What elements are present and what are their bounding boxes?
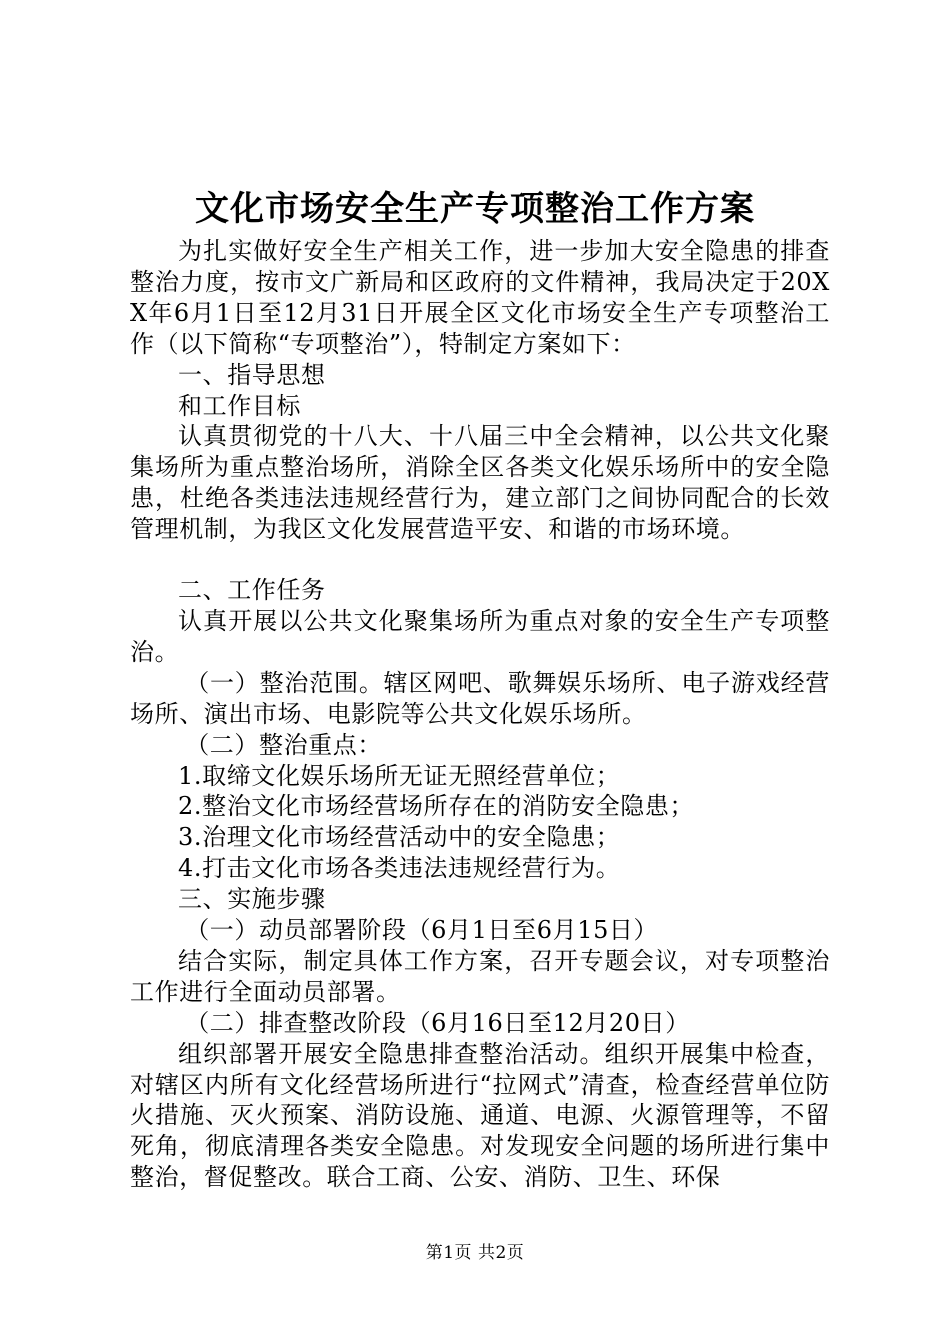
document-title: 文化市场安全生产专项整治工作方案 xyxy=(195,189,755,229)
section-heading-implementation-steps: 三、实施步骤 xyxy=(178,885,326,914)
focus-heading: （二）整治重点： xyxy=(185,730,382,759)
inspection-paragraph: 组织部署开展安全隐患排查整治活动。组织开展集中检查，对辖区内所有文化经营场所进行“拉网式”清查，检查经营单位防火措施、灭火预案、消防设施、通道、电源、火源管理等，不留死角，彻底清理各类安全隐患。对发现安全问题的场所进行集中整治，督促整改。联合工商、公安、消防、卫生、环保 xyxy=(130,1039,830,1192)
intro-paragraph: 为扎实做好安全生产相关工作，进一步加大安全隐患的排查整治力度，按市文广新局和区政府的文件精神，我局决定于20XX年6月1日至12月31日开展全区文化市场安全生产专项整治工作（以下简称“专项整治”），特制定方案如下： xyxy=(130,237,830,358)
focus-item: 4.打击文化市场各类违法违规经营行为。 xyxy=(178,854,621,883)
focus-item: 2.整治文化市场经营场所存在的消防安全隐患； xyxy=(178,792,695,821)
page-footer: 第1页 共2页 xyxy=(425,1243,525,1263)
phase-heading-mobilization: （一）动员部署阶段（6月1日至6月15日） xyxy=(185,916,659,945)
scope-paragraph: （一）整治范围。辖区网吧、歌舞娱乐场所、电子游戏经营场所、演出市场、电影院等公共文化娱乐场所。 xyxy=(130,668,830,728)
focus-item: 3.治理文化市场经营活动中的安全隐患； xyxy=(178,823,621,852)
section-heading-guiding-ideology: 一、指导思想 xyxy=(178,360,326,389)
focus-item: 1.取缔文化娱乐场所无证无照经营单位； xyxy=(178,761,621,790)
tasks-paragraph: 认真开展以公共文化聚集场所为重点对象的安全生产专项整治。 xyxy=(130,606,830,666)
document-body xyxy=(130,236,830,1193)
section-heading-work-tasks: 二、工作任务 xyxy=(178,576,326,605)
goals-paragraph: 认真贯彻党的十八大、十八届三中全会精神，以公共文化聚集场所为重点整治场所，消除全区各类文化娱乐场所中的安全隐患，杜绝各类违法违规经营行为，建立部门之间协同配合的长效管理机制，为我区文化发展营造平安、和谐的市场环境。 xyxy=(130,422,830,544)
mobilization-paragraph: 结合实际，制定具体工作方案，召开专题会议，对专项整治工作进行全面动员部署。 xyxy=(130,946,830,1006)
phase-heading-inspection: （二）排查整改阶段（6月16日至12月20日） xyxy=(185,1008,690,1037)
section-heading-work-goals: 和工作目标 xyxy=(178,391,301,420)
